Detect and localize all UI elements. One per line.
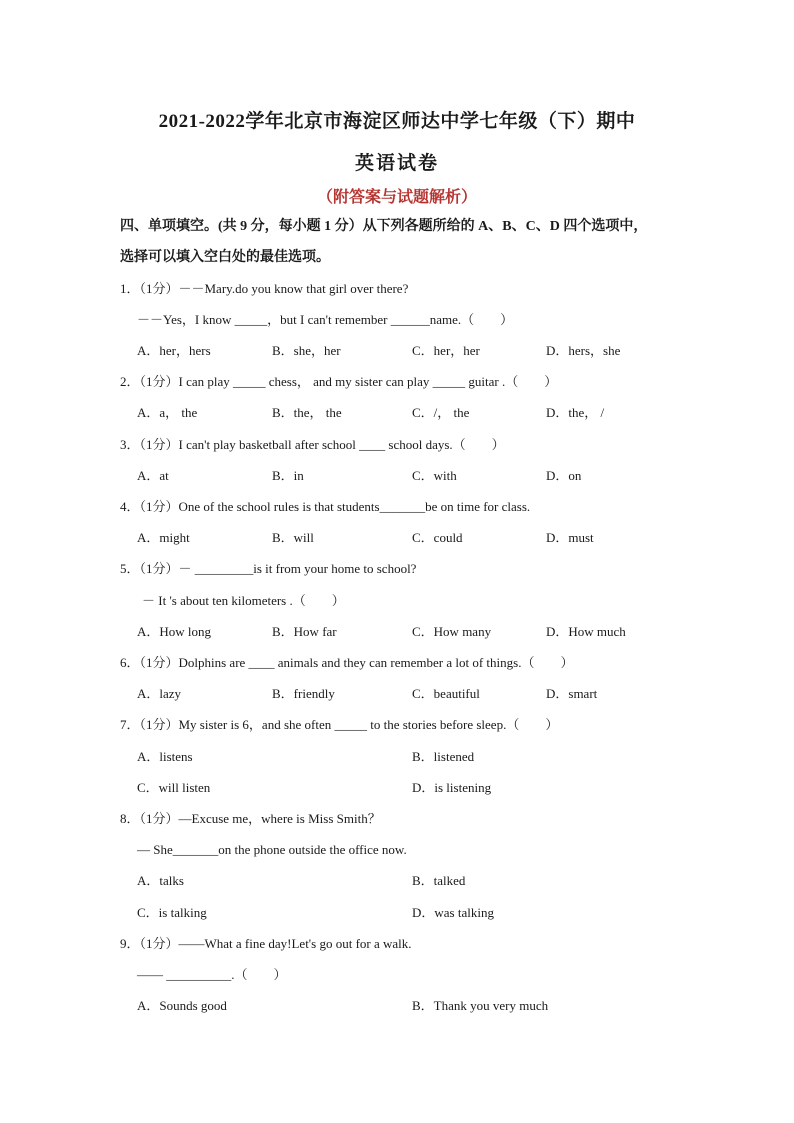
question-3-stem: 3．（1分）I can't play basketball after school ____ school days.（ ）: [120, 437, 505, 452]
question-7-stem: 7．（1分）My sister is 6，and she often _____ to the stories before sleep.（ ）: [120, 717, 559, 732]
question-8-option-c[interactable]: C．is talking: [137, 905, 207, 920]
question-4-option-a[interactable]: A．might: [137, 530, 190, 545]
question-5-option-d[interactable]: D．How much: [546, 624, 626, 639]
question-2-option-c[interactable]: C．/， the: [412, 405, 470, 420]
question-7-option-a[interactable]: A．listens: [137, 749, 193, 764]
question-7-option-d[interactable]: D．is listening: [412, 780, 492, 795]
question-5-option-c[interactable]: C．How many: [412, 624, 492, 639]
question-4-option-b[interactable]: B．will: [272, 530, 314, 545]
question-6-stem: 6．（1分）Dolphins are ____ animals and they can remember a lot of things.（ ）: [120, 655, 574, 670]
question-1-stem: 1．（1分）－－Mary.do you know that girl over there?: [120, 281, 409, 296]
question-4-option-c[interactable]: C．could: [412, 530, 463, 545]
question-1-option-b[interactable]: B．she，her: [272, 343, 341, 358]
question-9-option-a[interactable]: A．Sounds good: [137, 998, 227, 1013]
question-2-option-a[interactable]: A．a， the: [137, 405, 198, 420]
question-7-option-c[interactable]: C．will listen: [137, 780, 211, 795]
question-5-option-b[interactable]: B．How far: [272, 624, 337, 639]
question-3-option-d[interactable]: D．on: [546, 468, 582, 483]
question-6-option-d[interactable]: D．smart: [546, 686, 598, 701]
question-2-option-b[interactable]: B．the， the: [272, 405, 342, 420]
section-instruction-line-2: 选择可以填入空白处的最佳选项。: [120, 250, 330, 265]
question-2-option-d[interactable]: D．the， /: [546, 405, 605, 420]
question-9-stem-2: —— __________.（ ）: [137, 967, 287, 982]
exam-title: 2021-2022学年北京市海淀区师达中学七年级（下）期中: [158, 111, 636, 132]
question-3-option-c[interactable]: C．with: [412, 468, 457, 483]
section-instruction-line-1: 四、单项填空。(共 9 分，每小题 1 分）从下列各题所给的 A、B、C、D 四个选项中，: [120, 219, 648, 234]
question-1-option-c[interactable]: C．her，her: [412, 343, 480, 358]
exam-subject: 英语试卷: [354, 153, 439, 174]
question-9-option-b[interactable]: B．Thank you very much: [412, 998, 549, 1013]
question-2-stem: 2．（1分）I can play _____ chess， and my sister can play _____ guitar .（ ）: [120, 374, 558, 389]
question-6-option-a[interactable]: A．lazy: [137, 686, 182, 701]
question-8-stem: 8．（1分）—Excuse me，where is Miss Smith？: [120, 811, 381, 826]
answer-note: （附答案与试题解析）: [316, 189, 477, 206]
question-3-option-a[interactable]: A．at: [137, 468, 169, 483]
question-5-stem: 5．（1分）－ _________is it from your home to school?: [120, 561, 417, 576]
question-1-option-d[interactable]: D．hers，she: [546, 343, 621, 358]
question-1-stem-2: －－Yes，I know _____，but I can't remember ______name.（ ）: [137, 312, 514, 327]
question-9-stem: 9．（1分）——What a fine day!Let's go out for a walk.: [120, 936, 412, 951]
question-8-stem-2: — She_______on the phone outside the office now.: [137, 842, 407, 857]
question-8-option-b[interactable]: B．talked: [412, 873, 466, 888]
question-5-option-a[interactable]: A．How long: [137, 624, 212, 639]
question-6-option-b[interactable]: B．friendly: [272, 686, 335, 701]
question-1-option-a[interactable]: A．her，hers: [137, 343, 211, 358]
question-3-option-b[interactable]: B．in: [272, 468, 304, 483]
question-8-option-a[interactable]: A．talks: [137, 873, 184, 888]
question-6-option-c[interactable]: C．beautiful: [412, 686, 480, 701]
question-8-option-d[interactable]: D．was talking: [412, 905, 494, 920]
question-4-stem: 4．（1分）One of the school rules is that students_______be on time for class.: [120, 499, 531, 514]
question-5-stem-2: － It 's about ten kilometers .（ ）: [142, 593, 345, 608]
question-7-option-b[interactable]: B．listened: [412, 749, 475, 764]
question-4-option-d[interactable]: D．must: [546, 530, 594, 545]
